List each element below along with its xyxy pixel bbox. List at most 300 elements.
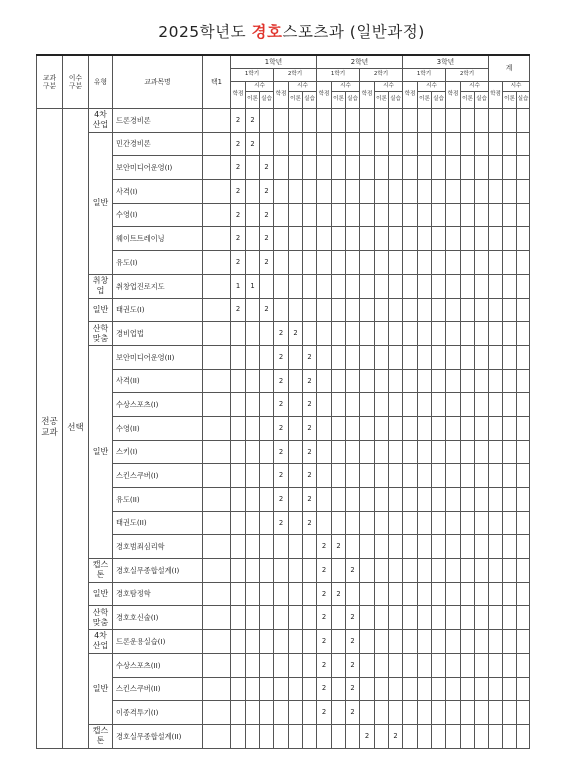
subject-name: 태권도(II) <box>113 511 203 535</box>
value-cell <box>489 535 503 559</box>
value-cell <box>475 393 489 417</box>
value-cell <box>432 630 446 654</box>
value-cell <box>260 677 274 701</box>
value-cell <box>303 701 317 725</box>
value-cell <box>432 440 446 464</box>
value-cell <box>418 203 432 227</box>
table-row <box>37 724 530 748</box>
header-subject: 교과목명 <box>113 55 203 109</box>
subject-name: 스키(I) <box>113 440 203 464</box>
value-cell <box>260 345 274 369</box>
value-cell <box>517 606 530 630</box>
value-cell <box>446 606 461 630</box>
value-cell <box>403 653 418 677</box>
value-cell <box>389 464 403 488</box>
type-cell: 캡스 톤 <box>89 724 113 748</box>
header-theory: 이론 <box>418 92 432 109</box>
subject-name: 수상스포츠(I) <box>113 393 203 417</box>
value-cell <box>260 132 274 156</box>
subject-name: 수영(II) <box>113 416 203 440</box>
value-cell <box>375 488 389 512</box>
value-cell <box>231 393 246 417</box>
value-cell <box>389 488 403 512</box>
value-cell <box>432 180 446 204</box>
value-cell <box>418 109 432 133</box>
value-cell <box>346 724 360 748</box>
value-cell <box>346 416 360 440</box>
value-cell <box>303 724 317 748</box>
elective-cell <box>203 203 231 227</box>
value-cell <box>360 156 375 180</box>
elective-cell <box>203 630 231 654</box>
value-cell <box>389 156 403 180</box>
value-cell: 2 <box>274 511 289 535</box>
value-cell: 2 <box>274 416 289 440</box>
value-cell <box>489 606 503 630</box>
value-cell <box>461 345 475 369</box>
table-row <box>37 274 530 298</box>
value-cell <box>461 203 475 227</box>
value-cell <box>375 345 389 369</box>
value-cell <box>332 464 346 488</box>
value-cell <box>403 227 418 251</box>
value-cell <box>403 582 418 606</box>
value-cell <box>231 369 246 393</box>
value-cell <box>289 180 303 204</box>
value-cell <box>375 606 389 630</box>
value-cell <box>231 488 246 512</box>
value-cell <box>475 559 489 583</box>
value-cell <box>461 559 475 583</box>
value-cell <box>446 203 461 227</box>
value-cell <box>475 511 489 535</box>
value-cell <box>317 298 332 322</box>
type-cell: 일반 <box>89 582 113 606</box>
value-cell <box>446 227 461 251</box>
value-cell <box>475 582 489 606</box>
value-cell <box>360 180 375 204</box>
value-cell <box>389 582 403 606</box>
value-cell <box>517 156 530 180</box>
value-cell <box>461 274 475 298</box>
value-cell <box>503 464 517 488</box>
value-cell <box>260 440 274 464</box>
value-cell <box>231 630 246 654</box>
value-cell <box>360 630 375 654</box>
value-cell <box>489 653 503 677</box>
value-cell <box>389 298 403 322</box>
value-cell <box>332 440 346 464</box>
value-cell <box>446 274 461 298</box>
value-cell <box>489 511 503 535</box>
value-cell <box>360 274 375 298</box>
value-cell: 2 <box>303 464 317 488</box>
value-cell <box>461 440 475 464</box>
value-cell <box>289 109 303 133</box>
header-hours: 시수 <box>503 82 530 92</box>
value-cell <box>503 180 517 204</box>
value-cell <box>317 440 332 464</box>
value-cell <box>346 251 360 275</box>
value-cell <box>246 227 260 251</box>
value-cell <box>246 322 260 346</box>
value-cell <box>303 630 317 654</box>
value-cell <box>260 464 274 488</box>
value-cell <box>517 369 530 393</box>
value-cell <box>246 724 260 748</box>
value-cell: 2 <box>303 440 317 464</box>
value-cell: 2 <box>389 724 403 748</box>
value-cell <box>246 653 260 677</box>
value-cell <box>418 724 432 748</box>
value-cell <box>260 724 274 748</box>
value-cell: 2 <box>260 251 274 275</box>
value-cell <box>289 251 303 275</box>
value-cell <box>332 677 346 701</box>
value-cell <box>446 724 461 748</box>
value-cell <box>389 180 403 204</box>
value-cell <box>475 180 489 204</box>
value-cell <box>517 535 530 559</box>
elective-cell <box>203 440 231 464</box>
value-cell <box>274 677 289 701</box>
header-theory: 이론 <box>375 92 389 109</box>
value-cell <box>446 535 461 559</box>
table-row <box>37 582 530 606</box>
value-cell <box>346 393 360 417</box>
value-cell <box>517 511 530 535</box>
value-cell <box>303 298 317 322</box>
value-cell <box>461 464 475 488</box>
value-cell <box>432 535 446 559</box>
value-cell <box>332 156 346 180</box>
value-cell <box>260 606 274 630</box>
value-cell <box>260 511 274 535</box>
header-theory: 이론 <box>332 92 346 109</box>
value-cell <box>432 109 446 133</box>
subject-name: 경호실무종합설계(II) <box>113 724 203 748</box>
value-cell <box>517 488 530 512</box>
value-cell <box>303 203 317 227</box>
value-cell <box>274 559 289 583</box>
value-cell <box>289 416 303 440</box>
table-row <box>37 630 530 654</box>
value-cell: 2 <box>303 416 317 440</box>
value-cell <box>246 535 260 559</box>
value-cell <box>489 416 503 440</box>
subject-name: 이종격투기(I) <box>113 701 203 725</box>
value-cell <box>375 677 389 701</box>
value-cell <box>389 677 403 701</box>
value-cell <box>317 345 332 369</box>
value-cell <box>461 322 475 346</box>
value-cell: 2 <box>260 203 274 227</box>
value-cell <box>346 322 360 346</box>
value-cell <box>418 606 432 630</box>
value-cell <box>418 440 432 464</box>
value-cell <box>246 345 260 369</box>
value-cell <box>432 653 446 677</box>
value-cell <box>346 156 360 180</box>
value-cell <box>475 701 489 725</box>
value-cell <box>403 488 418 512</box>
value-cell <box>432 227 446 251</box>
value-cell <box>418 369 432 393</box>
type-cell: 산학 맞춤 <box>89 606 113 630</box>
value-cell <box>446 132 461 156</box>
value-cell <box>389 203 403 227</box>
value-cell <box>517 180 530 204</box>
value-cell <box>375 132 389 156</box>
value-cell <box>503 298 517 322</box>
value-cell <box>289 274 303 298</box>
header-y1-sem2: 2학기 <box>274 69 317 82</box>
value-cell <box>517 416 530 440</box>
value-cell <box>332 559 346 583</box>
value-cell <box>517 440 530 464</box>
value-cell <box>375 464 389 488</box>
value-cell: 2 <box>231 156 246 180</box>
value-cell <box>317 274 332 298</box>
header-practice: 실습 <box>517 92 530 109</box>
value-cell <box>360 677 375 701</box>
value-cell <box>346 180 360 204</box>
value-cell <box>332 393 346 417</box>
value-cell <box>461 132 475 156</box>
value-cell <box>274 582 289 606</box>
value-cell <box>346 488 360 512</box>
value-cell <box>517 227 530 251</box>
value-cell <box>332 606 346 630</box>
value-cell <box>360 511 375 535</box>
value-cell <box>432 701 446 725</box>
value-cell <box>432 322 446 346</box>
value-cell <box>418 464 432 488</box>
value-cell <box>289 677 303 701</box>
value-cell <box>432 416 446 440</box>
value-cell <box>332 511 346 535</box>
table-row <box>37 345 530 369</box>
subject-name: 사격(I) <box>113 180 203 204</box>
value-cell: 2 <box>231 109 246 133</box>
type-cell: 일반 <box>89 132 113 274</box>
value-cell <box>503 393 517 417</box>
value-cell <box>231 511 246 535</box>
value-cell <box>461 227 475 251</box>
value-cell <box>489 345 503 369</box>
subject-name: 경호호신술(I) <box>113 606 203 630</box>
value-cell <box>346 535 360 559</box>
value-cell <box>375 630 389 654</box>
value-cell <box>403 559 418 583</box>
value-cell <box>461 156 475 180</box>
value-cell <box>475 416 489 440</box>
value-cell <box>418 180 432 204</box>
elective-cell <box>203 109 231 133</box>
value-cell <box>389 132 403 156</box>
value-cell <box>475 251 489 275</box>
subject-name: 드론경비론 <box>113 109 203 133</box>
value-cell <box>403 701 418 725</box>
value-cell <box>446 251 461 275</box>
header-credit: 학점 <box>489 82 503 109</box>
value-cell <box>289 345 303 369</box>
value-cell <box>231 701 246 725</box>
value-cell <box>317 511 332 535</box>
value-cell <box>246 511 260 535</box>
value-cell <box>517 653 530 677</box>
value-cell <box>446 559 461 583</box>
elective-cell <box>203 559 231 583</box>
value-cell <box>403 369 418 393</box>
value-cell <box>246 440 260 464</box>
value-cell <box>503 630 517 654</box>
value-cell <box>246 701 260 725</box>
value-cell <box>432 606 446 630</box>
value-cell <box>503 606 517 630</box>
value-cell <box>489 132 503 156</box>
value-cell <box>503 156 517 180</box>
value-cell <box>503 677 517 701</box>
value-cell <box>475 464 489 488</box>
value-cell <box>260 322 274 346</box>
value-cell <box>389 393 403 417</box>
value-cell <box>461 393 475 417</box>
value-cell <box>303 132 317 156</box>
value-cell <box>360 416 375 440</box>
value-cell <box>332 630 346 654</box>
value-cell <box>375 274 389 298</box>
value-cell: 2 <box>246 132 260 156</box>
value-cell <box>432 274 446 298</box>
header-practice: 실습 <box>432 92 446 109</box>
value-cell <box>346 132 360 156</box>
value-cell <box>418 630 432 654</box>
value-cell <box>446 322 461 346</box>
value-cell <box>332 227 346 251</box>
value-cell <box>332 653 346 677</box>
value-cell <box>489 393 503 417</box>
value-cell <box>360 298 375 322</box>
value-cell <box>446 701 461 725</box>
header-practice: 실습 <box>475 92 489 109</box>
subject-name: 민간경비론 <box>113 132 203 156</box>
value-cell <box>303 559 317 583</box>
type-cell: 취창 업 <box>89 274 113 298</box>
subject-name: 유도(I) <box>113 251 203 275</box>
value-cell <box>389 535 403 559</box>
value-cell <box>503 440 517 464</box>
value-cell <box>432 488 446 512</box>
value-cell <box>317 251 332 275</box>
value-cell <box>231 416 246 440</box>
value-cell <box>360 322 375 346</box>
value-cell <box>317 322 332 346</box>
value-cell <box>303 582 317 606</box>
elective-cell <box>203 464 231 488</box>
value-cell <box>503 251 517 275</box>
elective-cell <box>203 416 231 440</box>
value-cell: 2 <box>260 180 274 204</box>
value-cell <box>403 630 418 654</box>
value-cell <box>489 677 503 701</box>
value-cell <box>246 156 260 180</box>
value-cell <box>375 369 389 393</box>
value-cell <box>274 156 289 180</box>
value-cell <box>375 109 389 133</box>
value-cell <box>446 582 461 606</box>
value-cell <box>360 582 375 606</box>
value-cell: 2 <box>317 653 332 677</box>
value-cell <box>332 345 346 369</box>
value-cell <box>403 156 418 180</box>
value-cell <box>503 416 517 440</box>
elective-cell <box>203 393 231 417</box>
subject-name: 보안미디어운영(I) <box>113 156 203 180</box>
value-cell <box>446 653 461 677</box>
value-cell: 2 <box>274 369 289 393</box>
value-cell <box>346 511 360 535</box>
value-cell <box>332 298 346 322</box>
value-cell <box>317 488 332 512</box>
value-cell <box>489 559 503 583</box>
value-cell <box>360 345 375 369</box>
value-cell <box>461 369 475 393</box>
value-cell <box>517 677 530 701</box>
value-cell <box>274 630 289 654</box>
value-cell <box>289 298 303 322</box>
header-hours: 시수 <box>246 82 274 92</box>
value-cell <box>475 345 489 369</box>
value-cell <box>332 369 346 393</box>
value-cell <box>503 653 517 677</box>
value-cell: 2 <box>346 606 360 630</box>
value-cell <box>517 464 530 488</box>
elective-cell <box>203 322 231 346</box>
value-cell <box>274 701 289 725</box>
table-row <box>37 109 530 133</box>
value-cell <box>231 345 246 369</box>
type-cell: 4차 산업 <box>89 109 113 133</box>
value-cell <box>418 345 432 369</box>
value-cell <box>403 132 418 156</box>
value-cell <box>403 440 418 464</box>
value-cell <box>246 298 260 322</box>
value-cell <box>274 109 289 133</box>
subject-name: 사격(II) <box>113 369 203 393</box>
subject-name: 스킨스쿠버(I) <box>113 464 203 488</box>
value-cell <box>260 109 274 133</box>
value-cell <box>403 274 418 298</box>
value-cell <box>231 606 246 630</box>
value-cell: 2 <box>303 369 317 393</box>
value-cell <box>503 322 517 346</box>
page-title: 2025학년도 경호스포츠과 (일반과정) <box>158 23 425 41</box>
value-cell <box>403 677 418 701</box>
value-cell <box>389 630 403 654</box>
value-cell <box>418 677 432 701</box>
elective-cell <box>203 724 231 748</box>
value-cell: 1 <box>231 274 246 298</box>
value-cell <box>346 227 360 251</box>
value-cell <box>461 488 475 512</box>
elective-cell <box>203 156 231 180</box>
value-cell <box>375 393 389 417</box>
elective-cell <box>203 701 231 725</box>
value-cell <box>360 440 375 464</box>
value-cell <box>446 630 461 654</box>
value-cell <box>461 511 475 535</box>
